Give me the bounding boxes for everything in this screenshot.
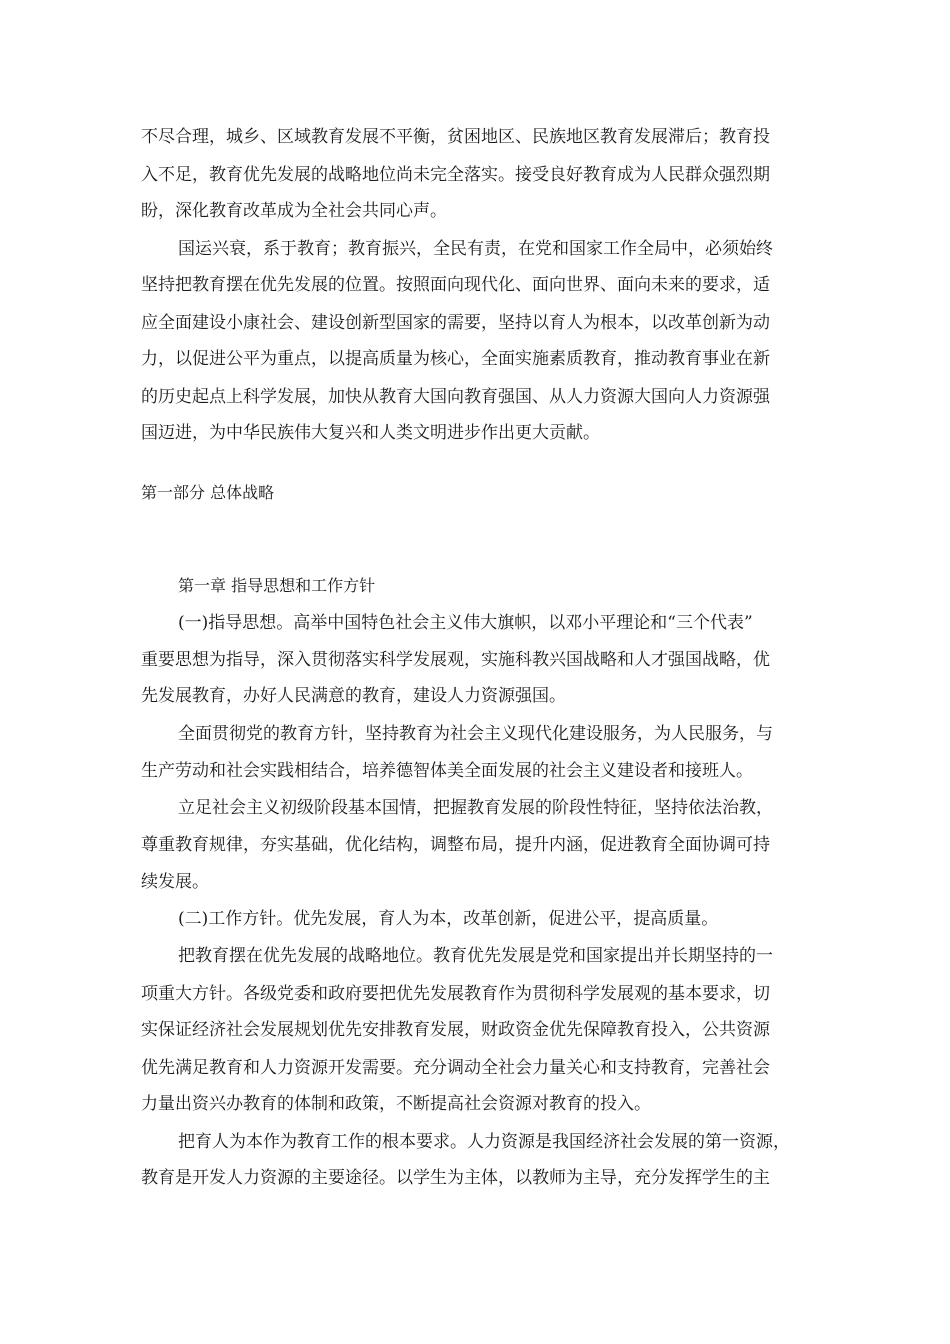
paragraph-line: (一)指导思想。高举中国特色社会主义伟大旗帜，以邓小平理论和“三个代表” [178, 613, 753, 633]
paragraph-line: 力，以促进公平为重点，以提高质量为核心，全面实施素质教育，推动教育事业在新 [141, 349, 770, 369]
paragraph-line: 全面贯彻党的教育方针，坚持教育为社会主义现代化建设服务，为人民服务，与 [178, 724, 773, 744]
paragraph-line: 续发展。 [141, 872, 209, 892]
paragraph-line: 把教育摆在优先发展的战略地位。教育优先发展是党和国家提出并长期坚持的一 [178, 946, 773, 966]
paragraph-line: 把育人为本作为教育工作的根本要求。人力资源是我国经济社会发展的第一资源， [178, 1132, 790, 1152]
paragraph-line: 重要思想为指导，深入贯彻落实科学发展观，实施科教兴国战略和人才强国战略，优 [141, 650, 770, 670]
paragraph-line: 力量出资兴办教育的体制和政策，不断提高社会资源对教育的投入。 [141, 1094, 651, 1114]
chapter-heading: 第一章 指导思想和工作方针 [178, 576, 376, 595]
paragraph-line: 的历史起点上科学发展，加快从教育大国向教育强国、从人力资源大国向人力资源强 [141, 387, 770, 407]
paragraph-line: 不尽合理，城乡、区域教育发展不平衡，贫困地区、民族地区教育发展滞后；教育投 [141, 127, 770, 147]
paragraph-line: 生产劳动和社会实践相结合，培养德智体美全面发展的社会主义建设者和接班人。 [141, 761, 753, 781]
paragraph-line: 入不足，教育优先发展的战略地位尚未完全落实。接受良好教育成为人民群众强烈期 [141, 165, 770, 185]
part-heading: 第一部分 总体战略 [141, 483, 275, 502]
paragraph-line: 国运兴衰，系于教育；教育振兴，全民有责，在党和国家工作全局中，必须始终 [178, 239, 773, 259]
paragraph-line: 尊重教育规律，夯实基础，优化结构，调整布局，提升内涵，促进教育全面协调可持 [141, 835, 770, 855]
paragraph-line: 优先满足教育和人力资源开发需要。充分调动全社会力量关心和支持教育，完善社会 [141, 1058, 770, 1078]
paragraph-line: 坚持把教育摆在优先发展的位置。按照面向现代化、面向世界、面向未来的要求，适 [141, 275, 770, 295]
paragraph-line: 应全面建设小康社会、建设创新型国家的需要，坚持以育人为根本，以改革创新为动 [141, 313, 770, 333]
paragraph-line: 实保证经济社会发展规划优先安排教育发展，财政资金优先保障教育投入，公共资源 [141, 1020, 770, 1040]
paragraph-line: 国迈进，为中华民族伟大复兴和人类文明进步作出更大贡献。 [141, 423, 600, 443]
paragraph-line: 先发展教育，办好人民满意的教育，建设人力资源强国。 [141, 686, 566, 706]
paragraph-line: (二)工作方针。优先发展，育人为本，改革创新，促进公平，提高质量。 [178, 909, 719, 929]
paragraph-line: 立足社会主义初级阶段基本国情，把握教育发展的阶段性特征，坚持依法治教， [178, 798, 773, 818]
paragraph-line: 项重大方针。各级党委和政府要把优先发展教育作为贯彻科学发展观的基本要求，切 [141, 984, 770, 1004]
paragraph-line: 教育是开发人力资源的主要途径。以学生为主体，以教师为主导，充分发挥学生的主 [141, 1168, 770, 1188]
paragraph-line: 盼，深化教育改革成为全社会共同心声。 [141, 201, 447, 221]
